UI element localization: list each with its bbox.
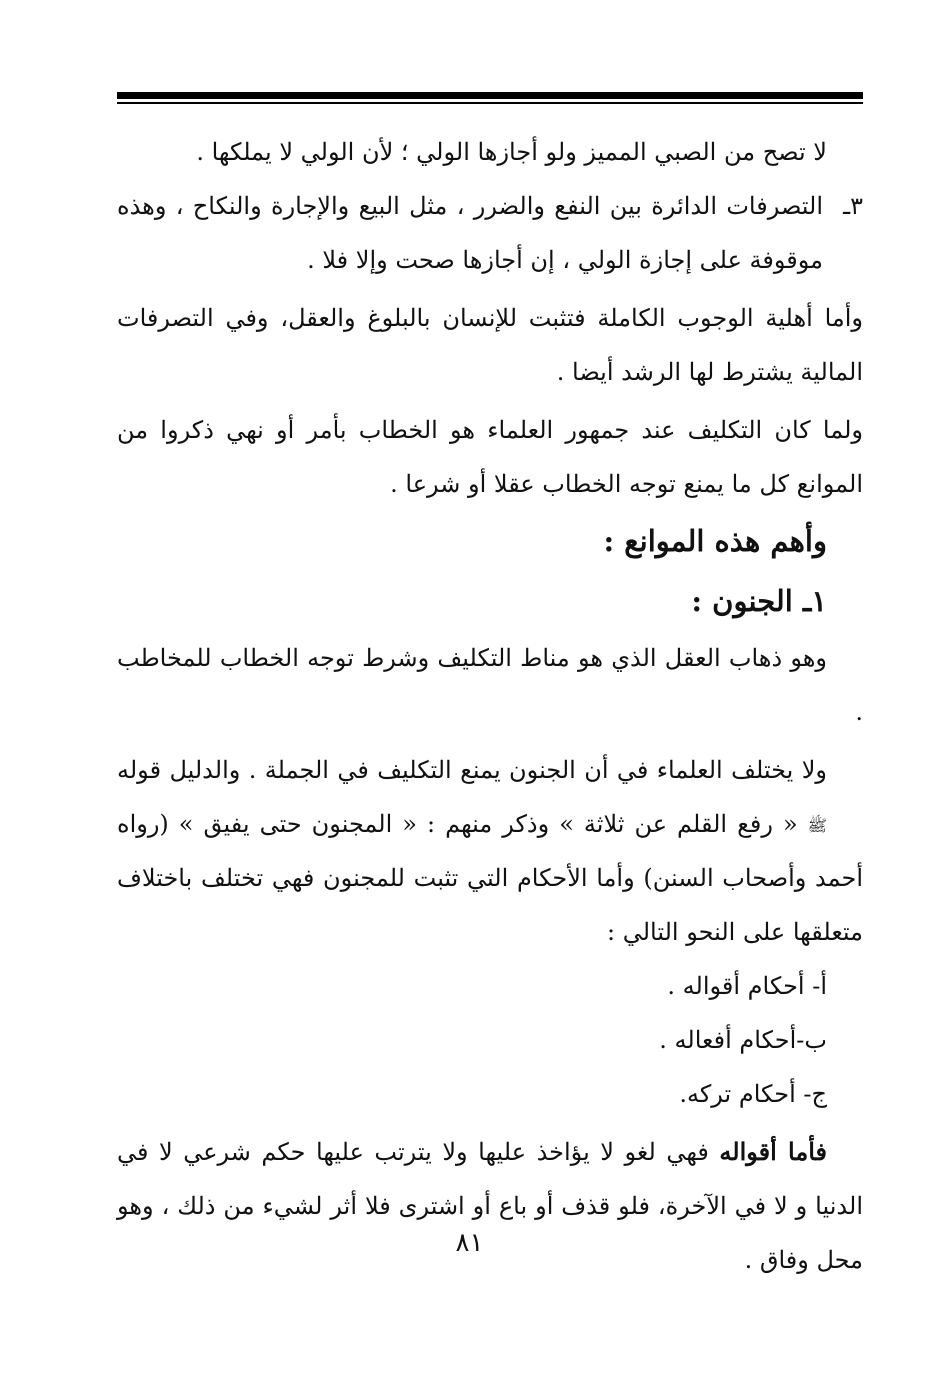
- paragraph-taklif: ولما كان التكليف عند جمهور العلماء هو الخطاب بأمر أو نهي ذكروا من الموانع كل ما يمنع توجه الخطاب عقلا أو شرعا .: [117, 416, 863, 498]
- paragraph-evidence-part-1: ولا يختلف العلماء في أن الجنون يمنع التكليف في الجملة . والدليل قوله: [117, 756, 827, 784]
- list-item-3: [117, 179, 863, 287]
- list-item-b: ب-أحكام أفعاله .: [659, 1026, 827, 1054]
- paragraph-junun-definition: وهو ذهاب العقل الذي هو مناط التكليف وشرط توجه الخطاب للمخاطب .: [117, 644, 863, 726]
- paragraph-ahliya: وأما أهلية الوجوب الكاملة فتثبت للإنسان بالبلوغ والعقل، وفي التصرفات المالية يشترط لها الرشد أيضا .: [117, 304, 863, 386]
- page-number: ٨١: [455, 1228, 484, 1258]
- heading-mawani: وأهم هذه الموانع :: [603, 524, 827, 558]
- paragraph-aqwal-rest: فهي لغو لا يؤاخذ عليها ولا يترتب عليها حكم شرعي لا في الدنيا و لا في الآخرة، فلو قذف أو باع أو اشترى فلا أثر لشيء من ذلك ، وهو محل وفاق .: [117, 1138, 863, 1274]
- heading-junun: ١ـ الجنون :: [691, 584, 827, 618]
- list-item-a: أ- أحكام أقواله .: [667, 972, 827, 1000]
- pbuh-symbol: ﷺ: [807, 815, 827, 835]
- paragraph-aqwal-bold: فأما أقواله: [719, 1137, 827, 1166]
- page-body: [117, 125, 863, 1274]
- list-item-3-text: التصرفات الدائرة بين النفع والضرر ، مثل البيع والإجارة والنكاح ، وهذه موقوفة على إجازة الولي ، إن أجازها صحت وإلا فلا .: [117, 192, 823, 274]
- list-item-c: ج- أحكام تركه.: [679, 1080, 827, 1108]
- list-item-3-number: ٣ـ: [843, 192, 863, 220]
- paragraph-evidence: [117, 743, 863, 959]
- header-rule-thin: [117, 102, 863, 104]
- continuation-line: لا تصح من الصبي المميز ولو أجازها الولي ؛ لأن الولي لا يملكها .: [196, 138, 827, 166]
- paragraph-evidence-part-2: « رفع القلم عن ثلاثة » وذكر منهم : « المجنون حتى يفيق » (رواه أحمد وأصحاب السنن) وأما الأحكام التي تثبت للمجنون فهي تختلف باختلاف متعلقها على النحو التالي :: [117, 810, 863, 946]
- header-rule-thick: [117, 92, 863, 99]
- paragraph-aqwal: [117, 1125, 863, 1287]
